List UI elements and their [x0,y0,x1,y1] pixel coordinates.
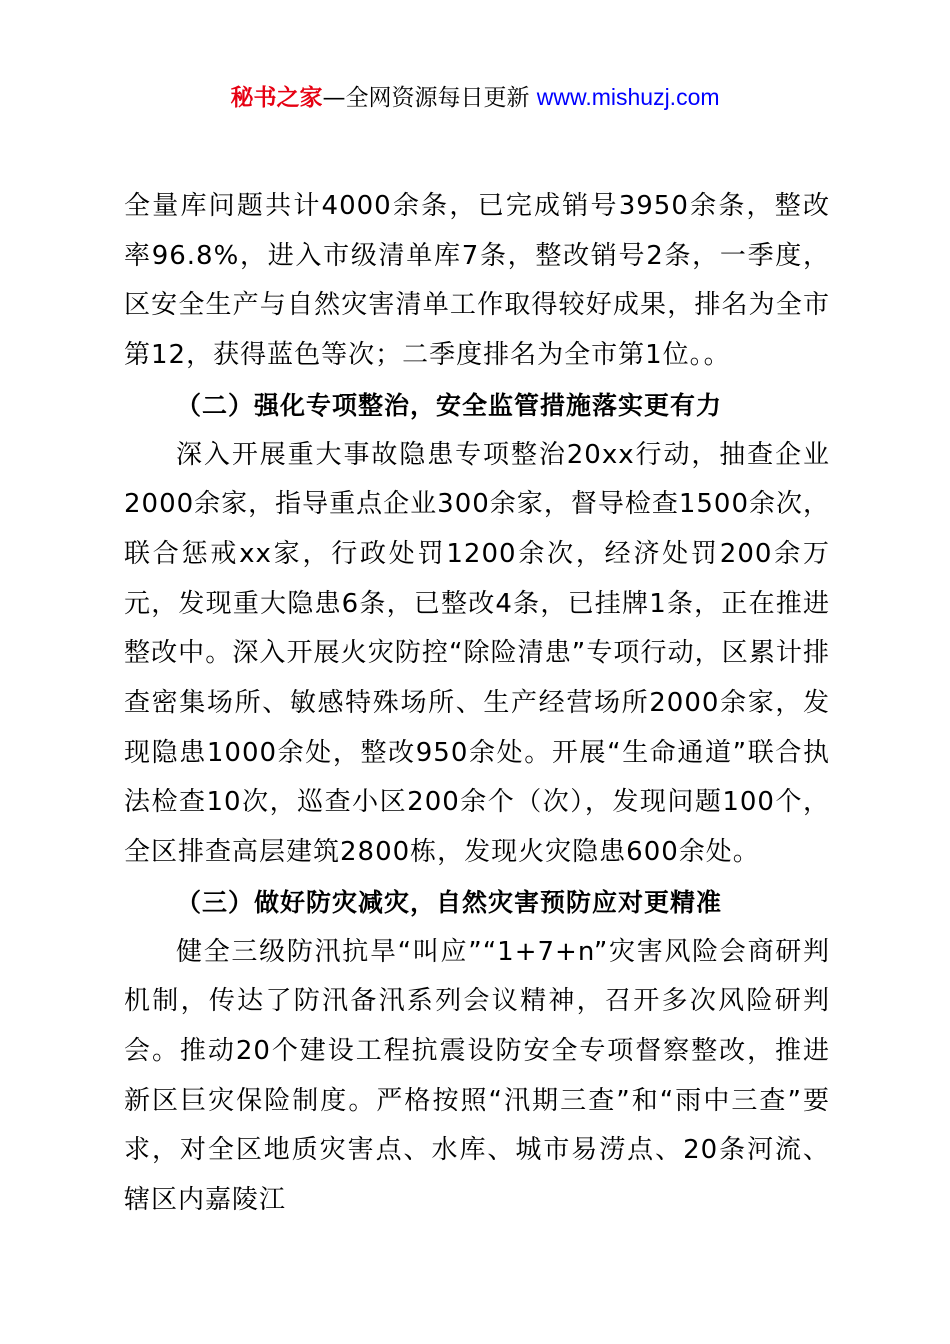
paragraph-special-rectification: 深入开展重大事故隐患专项整治20xx行动，抽查企业2000余家，指导重点企业300余家，督导检查1500余次，联合惩戒xx家，行政处罚1200余次，经济处罚200余万元，发现重大隐患6条，已整改4条，已挂牌1条，正在推进整改中。深入开展火灾防控“除险清患”专项行动，区累计排查密集场所、敏感特殊场所、生产经营场所2000余家，发现隐患1000余处，整改950余处。开展“生命通道”联合执法检查10次，巡查小区200余个（次），发现问题100个，全区排查高层建筑2800栋，发现火灾隐患600余处。 [124,439,830,868]
document-body [124,182,830,1226]
paragraph-continuation: 全量库问题共计4000余条，已完成销号3950余条，整改率96.8%，进入市级清单库7条，整改销号2条，一季度，区安全生产与自然灾害清单工作取得较好成果，排名为全市第12，获得蓝色等次；二季度排名为全市第1位。。 [124,191,830,371]
paragraph-disaster-prevention: 健全三级防汛抗旱“叫应”“1+7+n”灾害风险会商研判机制，传达了防汛备汛系列会议精神，召开多次风险研判会。推动20个建设工程抗震设防安全专项督察整改，推进新区巨灾保险制度。严格按照“汛期三查”和“雨中三查”要求，对全区地质灾害点、水库、城市易涝点、20条河流、辖区内嘉陵江 [124,936,830,1216]
site-url: www.mishuzj.com [536,84,720,110]
site-tagline: —全网资源每日更新 [322,85,537,111]
site-brand: 秘书之家 [230,85,323,111]
site-header [0,80,950,115]
section-heading-3: （三）做好防灾减灾，自然灾害预防应对更精准 [176,887,723,917]
section-heading-2: （二）强化专项整治，安全监管措施落实更有力 [176,390,723,420]
